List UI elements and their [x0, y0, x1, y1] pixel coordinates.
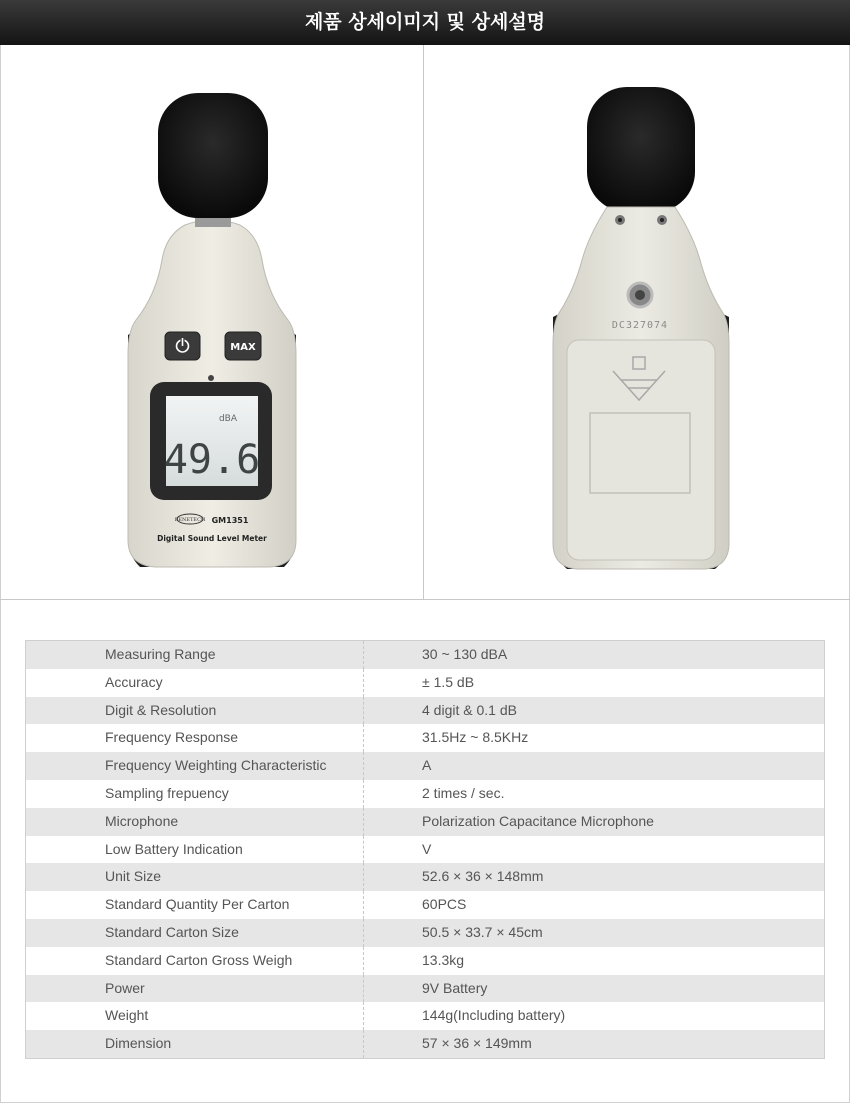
spec-row: [26, 724, 824, 752]
back-view-image: [425, 45, 849, 600]
spec-row: [26, 919, 824, 947]
spec-row: [26, 641, 824, 669]
spec-row: [26, 780, 824, 808]
spec-label: Sampling frepuency: [26, 780, 364, 808]
spec-row: [26, 836, 824, 864]
spec-label: Frequency Response: [26, 724, 364, 752]
spec-value: V: [422, 840, 432, 857]
spec-row: [26, 863, 824, 891]
brand-logo: BENETECH: [174, 517, 206, 523]
lcd-value: 49.6: [163, 437, 261, 483]
spec-value: 57 × 36 × 149mm: [422, 1035, 532, 1052]
spec-label: Measuring Range: [26, 641, 364, 669]
spec-label: Digit & Resolution: [26, 697, 364, 725]
spec-value: 4 digit & 0.1 dB: [422, 701, 517, 718]
spec-value: 9V Battery: [422, 979, 488, 996]
max-label: MAX: [230, 342, 256, 353]
product-images: [0, 45, 850, 600]
max-button: [225, 332, 261, 360]
windscreen: [158, 93, 268, 218]
spec-value: 30 ~ 130 dBA: [422, 646, 508, 662]
front-view-image: [0, 45, 424, 600]
spec-row: [26, 891, 824, 919]
spec-row: [26, 1002, 824, 1030]
windscreen: [587, 87, 695, 212]
page-header: [0, 0, 850, 45]
spec-row: [26, 697, 824, 725]
spec-label: Standard Carton Gross Weigh: [26, 947, 364, 975]
spec-label: Standard Quantity Per Carton: [26, 891, 364, 919]
page-title: 제품 상세이미지 및 상세설명: [304, 11, 546, 33]
spec-label: Low Battery Indication: [26, 836, 364, 864]
spec-value: 31.5Hz ~ 8.5KHz: [422, 729, 529, 746]
spec-label: Frequency Weighting Characteristic: [26, 752, 364, 780]
spec-value: 144g(Including battery): [422, 1007, 566, 1024]
spec-label: Dimension: [26, 1030, 364, 1058]
spec-value: 13.3kg: [422, 951, 465, 968]
spec-label: Weight: [26, 1002, 364, 1030]
spec-value: 50.5 × 33.7 × 45cm: [422, 923, 543, 940]
spec-row: [26, 752, 824, 780]
power-button: [165, 332, 200, 360]
spec-label: Accuracy: [26, 669, 364, 697]
spec-value: 52.6 × 36 × 148mm: [422, 868, 544, 885]
spec-label: Microphone: [26, 808, 364, 836]
lcd-unit: dBA: [218, 414, 238, 424]
model-label: GM1351: [211, 516, 249, 525]
serial-number: DC327074: [611, 320, 669, 331]
spec-value: 60PCS: [422, 896, 467, 913]
spec-label: Unit Size: [26, 863, 364, 891]
spec-row: [26, 975, 824, 1003]
spec-value: 2 times / sec.: [422, 784, 505, 801]
spec-row: [26, 947, 824, 975]
spec-value: Polarization Capacitance Microphone: [422, 812, 654, 829]
battery-cover: [567, 340, 715, 560]
spec-row: [26, 669, 824, 697]
spec-row: [26, 808, 824, 836]
spec-value: A: [422, 757, 432, 774]
spec-value: ± 1.5 dB: [422, 673, 475, 690]
product-name-label: Digital Sound Level Meter: [157, 534, 267, 543]
spec-table: [25, 640, 825, 1059]
spec-row: [26, 1030, 824, 1058]
spec-label: Standard Carton Size: [26, 919, 364, 947]
spec-label: Power: [26, 975, 364, 1003]
